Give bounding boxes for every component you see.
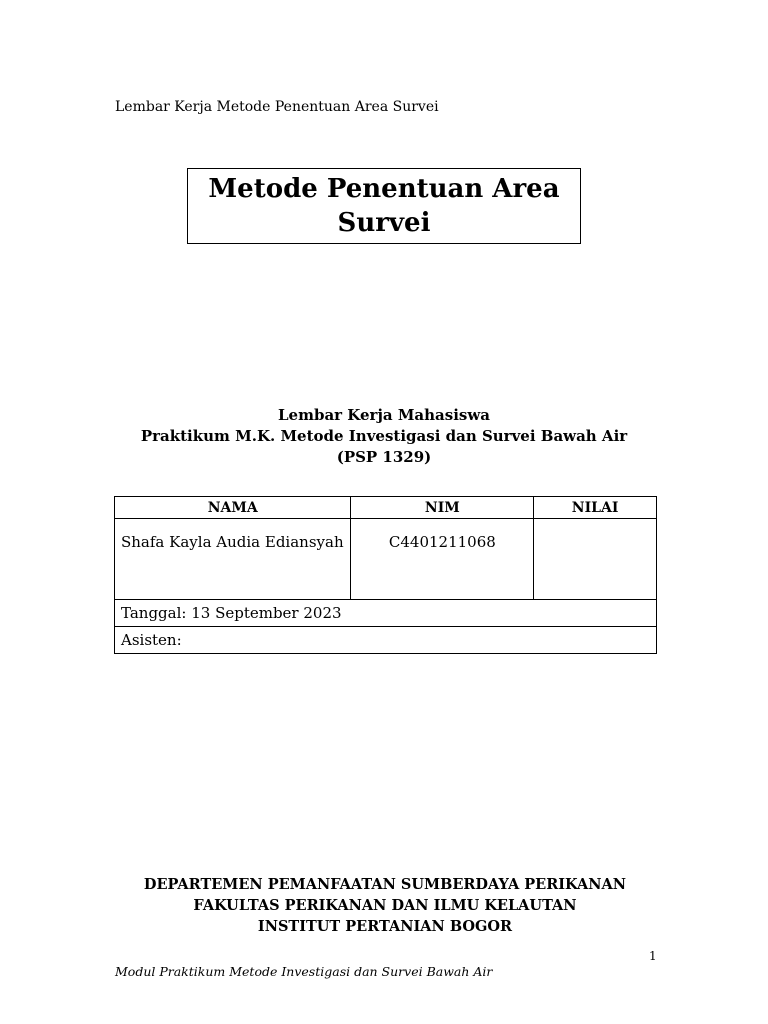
document-title: Metode Penentuan Area Survei — [208, 174, 560, 238]
subtitle-block — [0, 405, 768, 468]
student-info-table — [114, 496, 657, 654]
subtitle-line-3: (PSP 1329) — [336, 448, 432, 466]
student-nilai — [534, 519, 657, 600]
table-row-tanggal — [115, 600, 657, 627]
title-box — [187, 168, 581, 244]
institution-block — [0, 874, 768, 937]
header-nim: NIM — [351, 497, 534, 519]
table-header-row — [115, 497, 657, 519]
department-name: DEPARTEMEN PEMANFAATAN SUMBERDAYA PERIKANAN — [143, 876, 627, 893]
faculty-name: FAKULTAS PERIKANAN DAN ILMU KELAUTAN — [193, 897, 577, 914]
institute-name: INSTITUT PERTANIAN BOGOR — [257, 918, 513, 935]
student-nim: C4401211068 — [351, 519, 534, 600]
asisten-cell: Asisten: — [115, 627, 657, 654]
header-nilai: NILAI — [534, 497, 657, 519]
tanggal-cell: Tanggal: 13 September 2023 — [115, 600, 657, 627]
header-nama: NAMA — [115, 497, 351, 519]
footer-module-title: Modul Praktikum Metode Investigasi dan Survei Bawah Air — [115, 964, 493, 979]
student-name: Shafa Kayla Audia Ediansyah — [115, 519, 351, 600]
page-header: Lembar Kerja Metode Penentuan Area Survei — [115, 99, 439, 115]
page-number: 1 — [649, 949, 657, 963]
table-row-asisten — [115, 627, 657, 654]
table-row — [115, 519, 657, 600]
subtitle-line-1: Lembar Kerja Mahasiswa — [278, 406, 490, 424]
subtitle-line-2: Praktikum M.K. Metode Investigasi dan Survei Bawah Air — [140, 427, 628, 445]
